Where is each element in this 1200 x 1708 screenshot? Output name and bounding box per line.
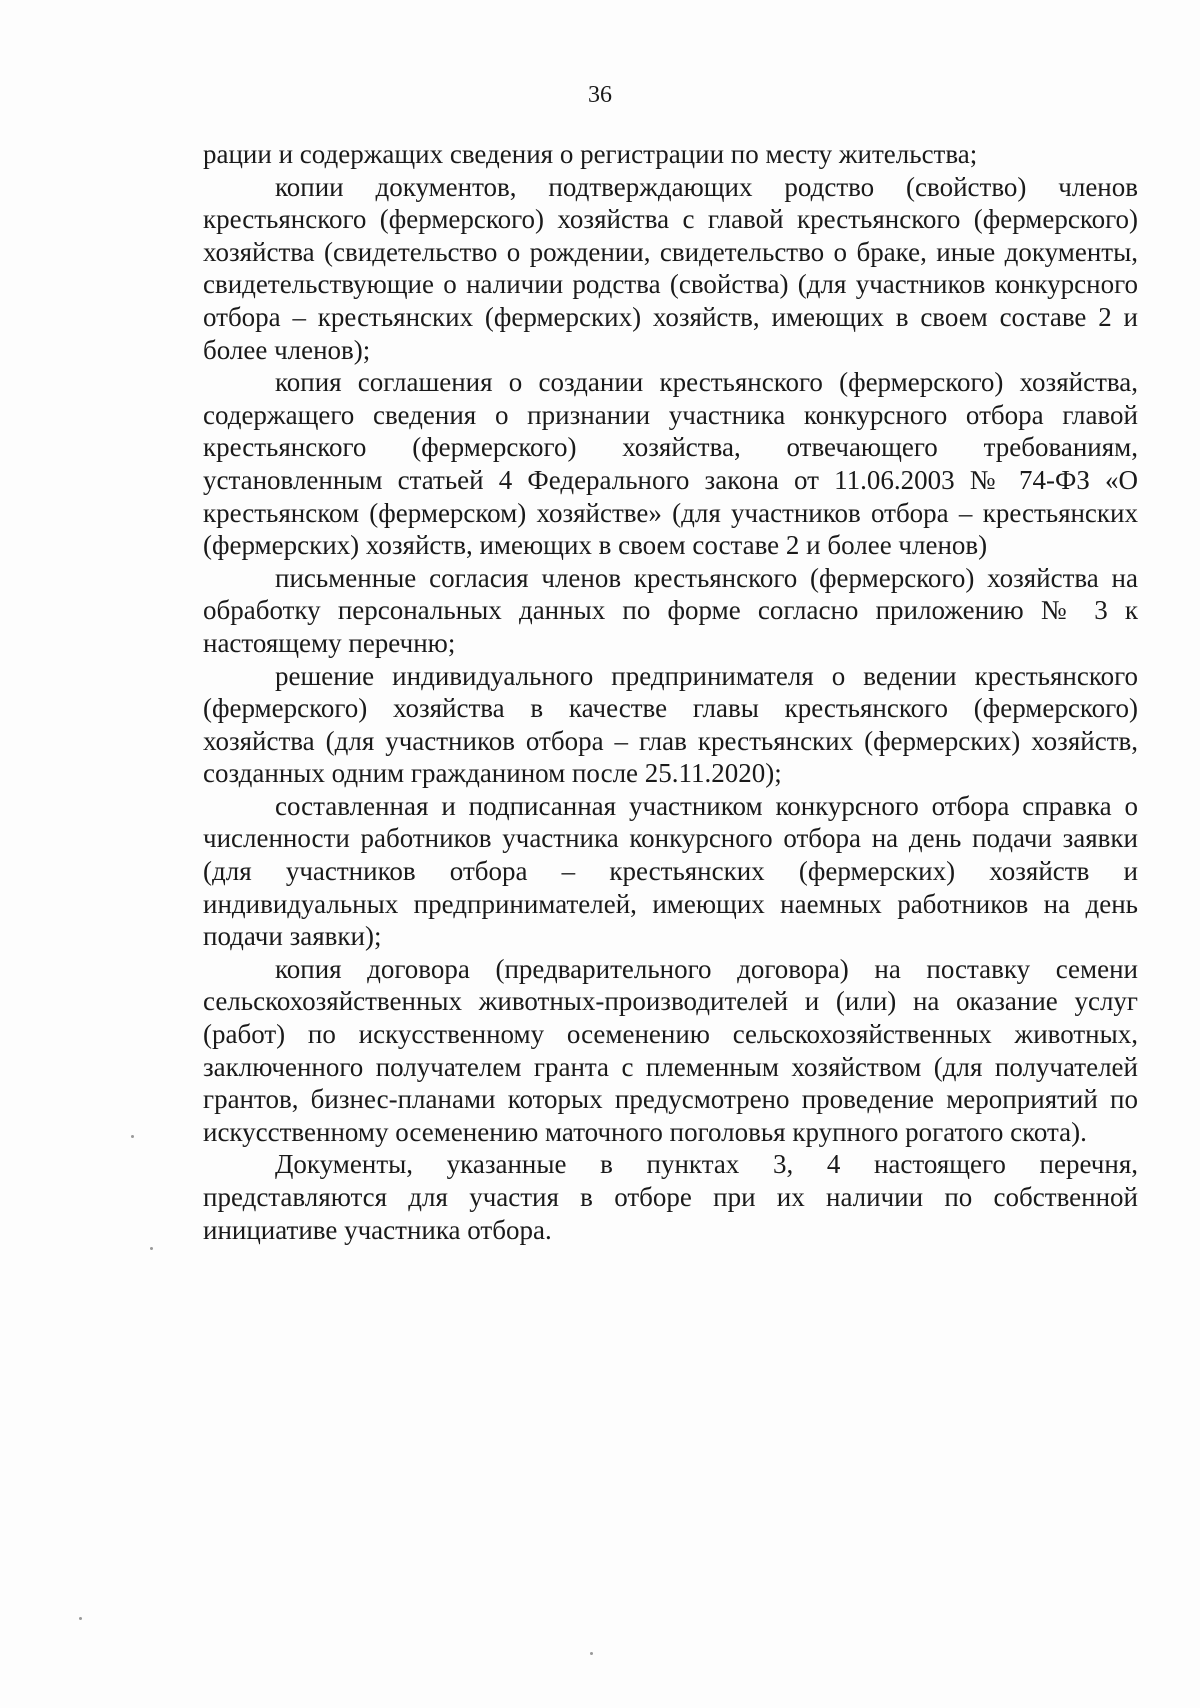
paragraph-optional-documents-note: Документы, указанные в пунктах 3, 4 настоящего перечня, представляются для участия в отборе при их наличии по собственной инициативе участника отбора. bbox=[203, 1149, 1138, 1245]
scan-speck bbox=[79, 1617, 82, 1620]
paragraph-farm-agreement: копия соглашения о создании крестьянского (фермерского) хозяйства, содержащего сведения о признании участника конкурсного отбора главой крестьянского (фермерского) хозяйства, отвечающего требованиям, установленным статьей 4 Федерального закона от 11.06.2003 № 74-ФЗ «О крестьянском (фермерском) хозяйстве» (для участников отбора – крестьянских (фермерских) хозяйств, имеющих в своем составе 2 и более членов) bbox=[203, 367, 1138, 561]
document-body bbox=[203, 138, 1138, 1246]
paragraph-insemination-contract: копия договора (предварительного договора) на поставку семени сельскохозяйственных животных-производителей и (или) на оказание услуг (работ) по искусственному осеменению сельскохозяйственных животных, заключенного получателем гранта с племенным хозяйством (для получателей грантов, бизнес-планами которых предусмотрено проведение мероприятий по искусственному осеменению маточного поголовья крупного рогатого скота). bbox=[203, 953, 1138, 1147]
page-number: 36 bbox=[588, 82, 612, 108]
paragraph-entrepreneur-decision: решение индивидуального предпринимателя о ведении крестьянского (фермерского) хозяйства в качестве главы крестьянского (фермерского) хозяйства (для участников отбора – глав крестьянских (фермерских) хозяйств, созданных одним гражданином после 25.11.2020); bbox=[203, 660, 1138, 789]
paragraph-employee-count-certificate: составленная и подписанная участником конкурсного отбора справка о численности работников участника конкурсного отбора на день подачи заявки (для участников отбора – крестьянских (фермерских) хозяйств и индивидуальных предпринимателей, имеющих наемных работников на день подачи заявки); bbox=[203, 790, 1138, 952]
paragraph-personal-data-consent: письменные согласия членов крестьянского (фермерского) хозяйства на обработку персональных данных по форме согласно приложению № 3 к настоящему перечню; bbox=[203, 562, 1138, 658]
paragraph-registration-continuation: рации и содержащих сведения о регистрации по месту жительства; bbox=[203, 139, 978, 169]
scan-speck bbox=[590, 1652, 593, 1655]
paragraph-kinship-documents: копии документов, подтверждающих родство (свойство) членов крестьянского (фермерского) хозяйства с главой крестьянского (фермерского) хозяйства (свидетельство о рождении, свидетельство о браке, иные документы, свидетельствующие о наличии родства (свойства) (для участников конкурсного отбора – крестьянских (фермерских) хозяйств, имеющих в своем составе 2 и более членов); bbox=[203, 171, 1138, 365]
scan-speck bbox=[131, 1135, 134, 1138]
scan-speck bbox=[150, 1247, 153, 1250]
